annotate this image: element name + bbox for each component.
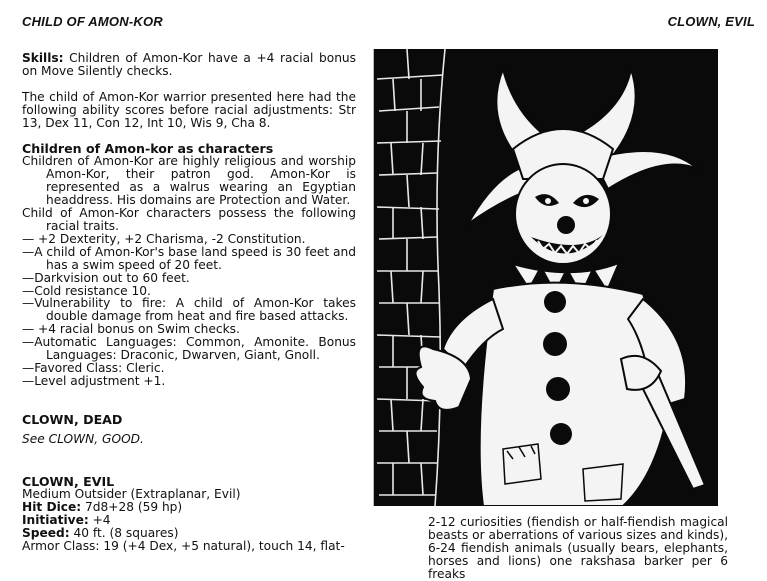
trait-item: —A child of Amon-Kor's base land speed is 30 feet and has a swim speed of 20 feet. [22, 244, 356, 272]
speed-value: 40 ft. (8 squares) [73, 526, 179, 541]
clown-evil-type: Medium Outsider (Extraplanar, Evil) [22, 487, 241, 502]
skills-label: Skills: [22, 51, 64, 65]
skills-paragraph [22, 52, 356, 78]
initiative-label: Initiative: [22, 513, 89, 528]
running-header-right: CLOWN, EVIL [667, 14, 755, 29]
running-header-left: CHILD OF AMON-KOR [22, 14, 163, 29]
trait-item: —Favored Class: Cleric. [22, 360, 165, 375]
left-column [22, 52, 356, 553]
trait-item: —Vulnerability to fire: A child of Amon-Kor takes double damage from heat and fire based attacks. [22, 296, 356, 324]
skills-text: Children of Amon-Kor have a +4 racial bonus on Move Silently checks. [22, 51, 356, 78]
caption-paragraph [428, 516, 728, 581]
clown-face [515, 164, 611, 264]
trait-item: — +4 racial bonus on Swim checks. [22, 322, 240, 337]
warrior-paragraph: The child of Amon-Kor warrior presented here had the following ability scores before racial adjustments: Str 13, Dex 11, Con 12, Int 10, Wis 9, Cha 8. [22, 89, 356, 130]
characters-heading: Children of Amon-kor as characters [22, 140, 274, 156]
trait-item: —Automatic Languages: Common, Amonite. Bonus Languages: Draconic, Dwarven, Giant, Gnoll. [22, 335, 356, 363]
clown-evil-heading: CLOWN, EVIL [22, 473, 115, 489]
trait-item: —Cold resistance 10. [22, 283, 151, 298]
evil-clown-illustration [373, 49, 718, 506]
trait-item: —Level adjustment +1. [22, 373, 166, 388]
clown-dead-see: See CLOWN, GOOD. [22, 431, 144, 446]
characters-intro: Children of Amon-Kor are highly religious and worship Amon-Kor, their patron god. Amon-Kor is represented as a walrus wearing an Egyptian headdress. His domains are Protection and Water. [22, 154, 356, 208]
stat-armor-class: Armor Class: 19 (+4 Dex, +5 natural), touch 14, flat- [22, 539, 345, 554]
trait-item: — +2 Dexterity, +2 Charisma, -2 Constitution. [22, 231, 306, 246]
clown-dead-heading: CLOWN, DEAD [22, 411, 123, 427]
caption-text: 2-12 curiosities (fiendish or half-fiendish magical beasts or aberrations of various sizes and kinds), 6-24 fiendish animals (usually bears, elephants, horses and lions) one rakshasa barker per 6 freaks [428, 515, 728, 581]
hit-dice-value: 7d8+28 (59 hp) [84, 500, 183, 515]
speed-label: Speed: [22, 526, 70, 541]
hit-dice-label: Hit Dice: [22, 500, 82, 515]
characters-possess: Child of Amon-Kor characters possess the following racial traits. [22, 206, 356, 233]
trait-item: —Darkvision out to 60 feet. [22, 270, 190, 285]
initiative-value: +4 [92, 513, 111, 528]
